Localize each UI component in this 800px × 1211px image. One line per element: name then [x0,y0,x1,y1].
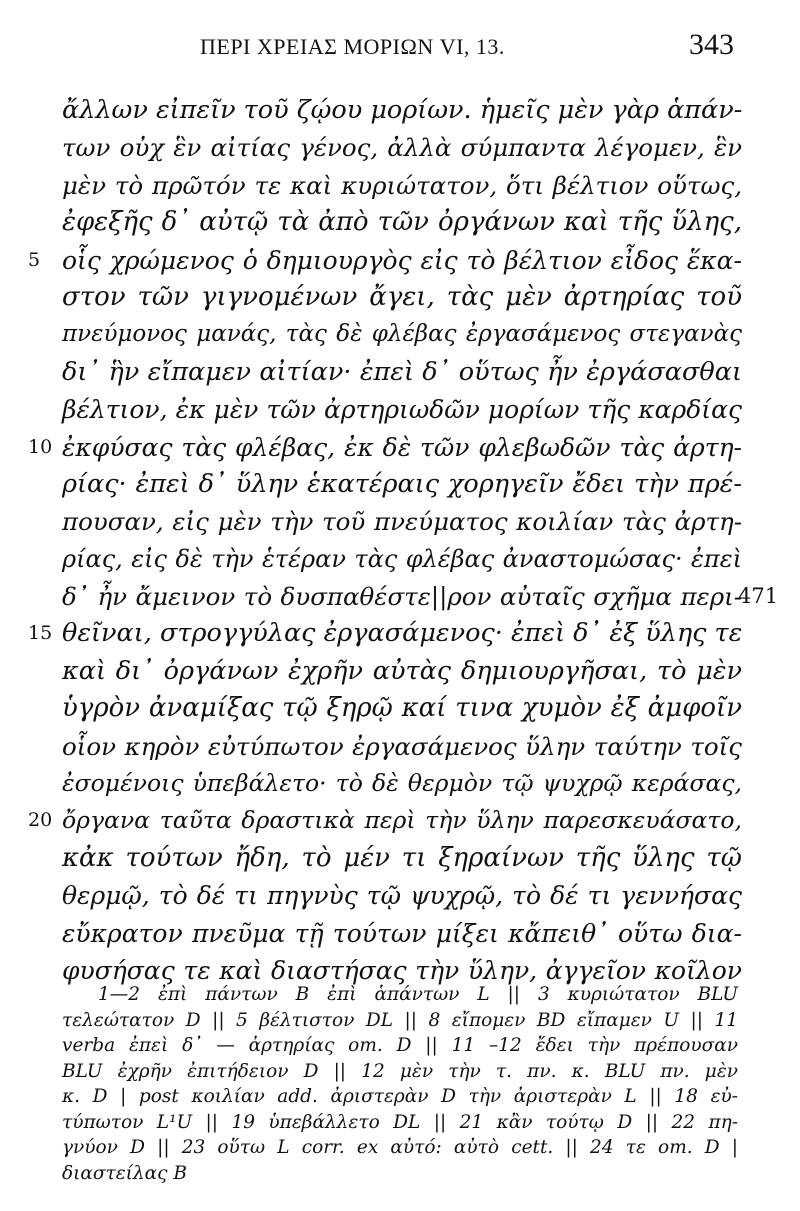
line-text: ὑγρὸν ἀναμίξας τῷ ξηρῷ καί τινα χυμὸν ἐξ ἀμφοῖν [62,693,742,724]
text-line [0,429,800,466]
text-line [0,802,800,839]
line-text: οἷον κηρὸν εὐτύπωτον ἐργασάμενος ὕλην ταύτην τοῖς [62,731,742,761]
line-text: οἷς χρώμενος ὁ δημιουργὸς εἰς τὸ βέλτιον εἶδος ἕκα- [62,245,742,275]
margin-page-reference: 471 [738,584,779,609]
line-text: ρίας, εἰς δὲ τὴν ἑτέραν τὰς φλέβας ἀναστομώσας· ἐπεὶ [62,544,742,573]
line-text: φυσήσας τε καὶ διαστήσας τὴν ὕλην, ἀγγεῖον κοῖλον [62,955,742,985]
line-text: πουσαν, εἰς μὲν τὴν τοῦ πνεύματος κοιλίαν τὰς ἀρτη- [62,507,742,537]
text-line [0,765,800,802]
line-number: 15 [28,622,53,645]
line-text: ἐκφύσας τὰς φλέβας, ἐκ δὲ τῶν φλεβωδῶν τὰς ἀρτη- [62,432,742,462]
line-number: 20 [28,809,53,832]
text-line [0,915,800,952]
text-line [0,316,800,353]
text-line [0,391,800,428]
line-text: δ᾿ ἦν ἄμεινον τὸ δυσπαθέστε||ρον αὐταῖς σχῆμα περι- [62,582,742,612]
text-line [0,204,800,241]
apparatus-line: verba ἐπεὶ δ᾿ — ἀρτηρίας om. D || 11 –12 ἔδει τὴν πρέπουσαν [62,1035,738,1056]
apparatus-line: τύπωτον L¹U || 19 ὑπεβάλλετο DL || 21 κἂν τούτῳ D || 22 πη- [62,1111,738,1133]
line-text: ἐφεξῆς δ᾿ αὐτῷ τὰ ἀπὸ τῶν ὀργάνων καὶ τῆς ὕλης, [62,207,742,238]
main-text [0,92,800,989]
text-line [0,578,800,615]
text-line [0,92,800,129]
text-line [0,541,800,578]
line-number: 5 [28,248,41,271]
text-line [0,728,800,765]
line-text: εὔκρατον πνεῦμα τῇ τούτων μίξει κἄπειθ᾿ οὕτω δια- [62,918,742,948]
line-text: μὲν τὸ πρῶτόν τε καὶ κυριώτατον, ὅτι βέλτιον οὕτως, [62,170,742,200]
line-text: ἐσομένοις ὑπεβάλετο· τὸ δὲ θερμὸν τῷ ψυχρῷ κεράσας, [62,769,742,798]
critical-apparatus [62,982,738,1186]
text-line [0,877,800,914]
text-line [0,503,800,540]
line-text: ἄλλων εἰπεῖν τοῦ ζῴου μορίων. ἡμεῖς μὲν γὰρ ἁπάν- [62,95,743,125]
text-line [0,167,800,204]
line-text: θεῖναι, στρογγύλας ἐργασάμενος· ἐπεὶ δ᾿ ἐξ ὕλης τε [62,618,743,649]
page-header [0,28,800,68]
text-line [0,840,800,877]
apparatus-line: διαστείλας B [62,1162,187,1184]
apparatus-line: BLU ἐχρῆν ἐπιτήδειον D || 12 μὲν τὴν τ. πν. κ. BLU πν. μὲν [62,1060,738,1082]
line-number: 10 [28,435,53,458]
text-line [0,354,800,391]
line-text: δι᾿ ἣν εἴπαμεν αἰτίαν· ἐπεὶ δ᾿ οὕτως ἦν ἐργάσασθαι [62,356,742,387]
line-text: ρίας· ἐπεὶ δ᾿ ὕλην ἑκατέραις χορηγεῖν ἔδει τὴν πρέ- [62,468,742,499]
apparatus-line: γνύον D || 23 οὕτω L corr. ex αὐτό: αὐτὸ cett. || 24 τε om. D | [62,1137,738,1158]
line-text: καὶ δι᾿ ὀργάνων ἐχρῆν αὐτὰς δημιουργῆσαι, τὸ μὲν [62,655,742,686]
running-head: ΠΕΡΙ ΧΡΕΙΑΣ ΜΟΡΙΩΝ VI, 13. [200,34,505,59]
line-text: βέλτιον, ἐκ μὲν τῶν ἀρτηριωδῶν μορίων τῆς καρδίας [62,395,742,425]
text-line [0,129,800,166]
text-line [0,690,800,727]
line-text: ὄργανα ταῦτα δραστικὰ περὶ τὴν ὕλην παρεσκευάσατο, [62,806,742,835]
text-line [0,279,800,316]
text-line [0,653,800,690]
page-number: 343 [689,28,734,61]
text-line [0,615,800,652]
text-line [0,242,800,279]
line-text: πνεύμονος μανάς, τὰς δὲ φλέβας ἐργασάμενος στεγανὰς [62,321,742,348]
line-text: κἀκ τούτων ἤδη, τὸ μέν τι ξηραίνων τῆς ὕλης τῷ [62,842,742,873]
apparatus-line: 1—2 ἐπὶ πάντων B ἐπὶ ἁπάντων L || 3 κυριώτατον BLU [98,984,738,1005]
apparatus-line: τελεώτατον D || 5 βέλτιστον DL || 8 εἴπομεν BD εἴπαμεν U || 11 [62,1009,738,1031]
text-line [0,466,800,503]
apparatus-line: κ. D | post κοιλίαν add. ἀριστερὰν D τὴν ἀριστερὰν L || 18 εὐ- [62,1086,738,1107]
line-text: θερμῷ, τὸ δέ τι πηγνὺς τῷ ψυχρῷ, τὸ δέ τι γεννήσας [62,881,742,911]
line-text: των οὐχ ἓν αἰτίας γένος, ἀλλὰ σύμπαντα λέγομεν, ἓν [62,133,742,163]
line-text: στον τῶν γιγνομένων ἄγει, τὰς μὲν ἀρτηρίας τοῦ [62,281,742,312]
